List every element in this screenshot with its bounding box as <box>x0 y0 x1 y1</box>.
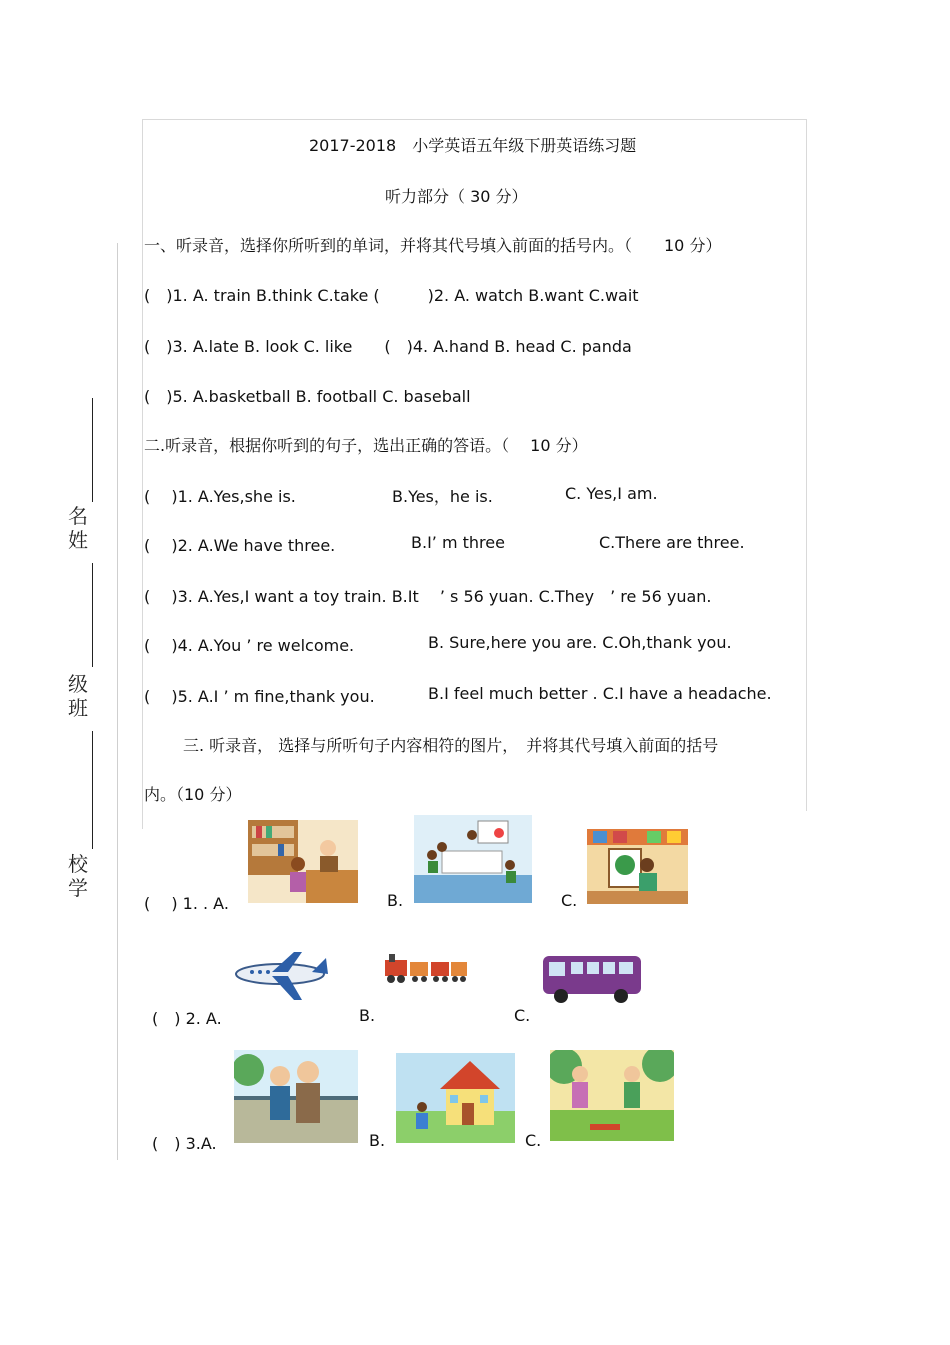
name-label: 名 姓 <box>68 504 88 552</box>
class-label: 级 班 <box>68 672 88 720</box>
picture-3-option-c: C. <box>525 1131 542 1150</box>
picture-1-option-b: B. <box>387 891 404 910</box>
section2-question: ( )4. A.You ’ re welcome. <box>144 636 355 655</box>
train-picture <box>383 952 468 984</box>
page-frame-left <box>142 119 143 829</box>
section1-heading: 一、听录音，选择你所听到的单词，并将其代号填入前面的括号内。（ 10 分） <box>144 236 722 255</box>
section2-option-b: B.I’ m three <box>411 533 505 552</box>
picture-2-option-c: C. <box>514 1006 531 1025</box>
meeting-room-picture <box>414 815 532 903</box>
bus-picture <box>541 952 644 1005</box>
section2-question: ( )2. A.We have three. <box>144 536 336 555</box>
picture-question-2: ( ) 2. A. <box>152 1009 222 1028</box>
picture-2-option-b: B. <box>359 1006 376 1025</box>
section1-row: ( )5. A.basketball B. football C. baseball <box>144 387 471 406</box>
page-title: 2017-2018 小学英语五年级下册英语练习题 <box>309 136 637 155</box>
house-picture <box>396 1053 515 1143</box>
school-line <box>92 731 93 849</box>
section2-option-b: B. Sure,here you are. C.Oh,thank you. <box>428 633 732 652</box>
helping-grandpa-picture <box>234 1050 358 1143</box>
art-room-picture <box>587 829 688 904</box>
section1-row: ( )1. A. train B.think C.take ( )2. A. watch B.want C.wait <box>144 286 639 305</box>
class-line <box>92 563 93 667</box>
section1-row: ( )3. A.late B. look C. like ( )4. A.hand B. head C. panda <box>144 337 632 356</box>
section2-question: ( )5. A.I ’ m fine,thank you. <box>144 687 375 706</box>
section2-question: ( )1. A.Yes,she is. <box>144 487 296 506</box>
school-label: 校 学 <box>68 852 88 900</box>
picture-question-1: ( ) 1. . A. <box>144 894 229 913</box>
picture-1-option-c: C. <box>561 891 578 910</box>
section3-heading-cont: 内。（10 分） <box>144 785 242 804</box>
section2-option-c: C. Yes,I am. <box>565 484 658 503</box>
picture-question-3: ( ) 3.A. <box>152 1134 217 1153</box>
section3-heading: 三. 听录音， 选择与所听句子内容相符的图片， 并将其代号填入前面的括号 <box>183 736 719 755</box>
section2-question: ( )3. A.Yes,I want a toy train. B.It ’ s 56 yuan. C.They ’ re 56 yuan. <box>144 587 712 606</box>
section2-heading: 二.听录音，根据你听到的句子，选出正确的答语。（ 10 分） <box>144 436 588 455</box>
section2-option-b: B.Yes，he is. <box>392 487 493 506</box>
park-picture <box>550 1050 674 1141</box>
office-scene-picture <box>248 820 358 903</box>
picture-3-option-b: B. <box>369 1131 386 1150</box>
section2-option-b: B.I feel much better . C.I have a headache. <box>428 684 772 703</box>
airplane-picture <box>232 950 328 1002</box>
listening-section-subtitle: 听力部分（ 30 分） <box>385 187 528 206</box>
page-frame-right <box>806 119 807 811</box>
binding-margin-line <box>117 243 118 1160</box>
name-line <box>92 398 93 502</box>
section2-option-c: C.There are three. <box>599 533 745 552</box>
page-frame-top <box>142 119 806 120</box>
